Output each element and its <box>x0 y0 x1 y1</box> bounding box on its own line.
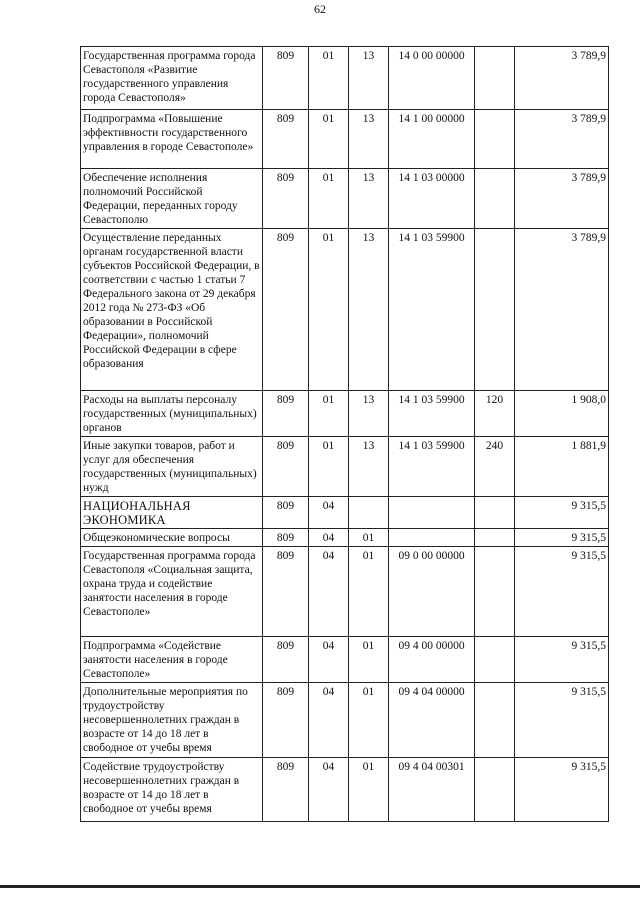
row-vr <box>475 229 515 391</box>
row-rz: 04 <box>309 683 349 758</box>
row-vr <box>475 110 515 169</box>
row-sum: 3 789,9 <box>515 47 609 110</box>
row-ved: 809 <box>263 637 309 683</box>
row-vr <box>475 758 515 822</box>
row-pr: 13 <box>349 391 389 437</box>
row-sum: 3 789,9 <box>515 169 609 229</box>
page-number: 62 <box>314 2 326 16</box>
row-name: Подпрограмма «Повышение эффективности государственного управления в городе Севастополе» <box>81 110 263 169</box>
row-csr: 14 1 03 59900 <box>389 391 475 437</box>
row-sum: 9 315,5 <box>515 497 609 529</box>
row-pr: 01 <box>349 637 389 683</box>
row-sum: 9 315,5 <box>515 758 609 822</box>
row-rz: 04 <box>309 529 349 547</box>
row-pr: 13 <box>349 229 389 391</box>
row-vr <box>475 529 515 547</box>
row-csr: 14 1 00 00000 <box>389 110 475 169</box>
row-csr: 09 4 04 00000 <box>389 683 475 758</box>
row-csr <box>389 497 475 529</box>
row-vr <box>475 169 515 229</box>
row-ved: 809 <box>263 437 309 497</box>
table-row <box>81 437 609 497</box>
row-pr: 01 <box>349 683 389 758</box>
row-name: Подпрограмма «Содействие занятости населения в городе Севастополе» <box>81 637 263 683</box>
row-rz: 04 <box>309 758 349 822</box>
row-ved: 809 <box>263 229 309 391</box>
row-csr: 14 1 03 00000 <box>389 169 475 229</box>
row-csr: 09 0 00 00000 <box>389 547 475 637</box>
row-pr: 13 <box>349 437 389 497</box>
row-rz: 04 <box>309 497 349 529</box>
row-sum: 1 908,0 <box>515 391 609 437</box>
row-pr: 13 <box>349 47 389 110</box>
table-row <box>81 497 609 529</box>
page-bottom-edge <box>0 885 640 888</box>
row-name: Расходы на выплаты персоналу государственных (муниципальных) органов <box>81 391 263 437</box>
table-row <box>81 637 609 683</box>
table-row <box>81 683 609 758</box>
table-row <box>81 758 609 822</box>
row-ved: 809 <box>263 391 309 437</box>
row-name: Государственная программа города Севастополя «Развитие государственного управления города Севастополя» <box>81 47 263 110</box>
budget-table <box>80 46 609 822</box>
row-rz: 01 <box>309 391 349 437</box>
table-row <box>81 47 609 110</box>
row-csr: 14 0 00 00000 <box>389 47 475 110</box>
row-vr: 120 <box>475 391 515 437</box>
row-pr: 01 <box>349 758 389 822</box>
row-name: Дополнительные мероприятия по трудоустройству несовершеннолетних граждан в возрасте от 14 до 18 лет в свободное от учебы время <box>81 683 263 758</box>
row-name: Содействие трудоустройству несовершеннолетних граждан в возрасте от 14 до 18 лет в свободное от учебы время <box>81 758 263 822</box>
table-row <box>81 229 609 391</box>
table-row <box>81 547 609 637</box>
row-ved: 809 <box>263 529 309 547</box>
table-row <box>81 391 609 437</box>
table-row <box>81 169 609 229</box>
row-rz: 01 <box>309 437 349 497</box>
row-csr: 14 1 03 59900 <box>389 229 475 391</box>
row-ved: 809 <box>263 758 309 822</box>
row-rz: 01 <box>309 110 349 169</box>
row-csr <box>389 529 475 547</box>
row-name: НАЦИОНАЛЬНАЯ ЭКОНОМИКА <box>81 497 263 529</box>
row-pr: 13 <box>349 110 389 169</box>
row-ved: 809 <box>263 497 309 529</box>
row-sum: 1 881,9 <box>515 437 609 497</box>
row-vr <box>475 47 515 110</box>
row-name: Осуществление переданных органам государственной власти субъектов Российской Федерации, в соответствии с частью 1 статьи 7 Федерального закона от 29 декабря 2012 года № 273-ФЗ «Об образовании в Российской Федерации», полномочий Российской Федерации в сфере образования <box>81 229 263 391</box>
row-pr: 13 <box>349 169 389 229</box>
row-name: Обеспечение исполнения полномочий Российской Федерации, переданных городу Севастополю <box>81 169 263 229</box>
row-rz: 04 <box>309 637 349 683</box>
row-ved: 809 <box>263 547 309 637</box>
row-rz: 01 <box>309 229 349 391</box>
row-csr: 09 4 00 00000 <box>389 637 475 683</box>
row-name: Государственная программа города Севастополя «Социальная защита, охрана труда и содействие занятости населения в городе Севастополе» <box>81 547 263 637</box>
row-name: Общеэкономические вопросы <box>81 529 263 547</box>
row-vr <box>475 497 515 529</box>
row-sum: 9 315,5 <box>515 529 609 547</box>
row-vr: 240 <box>475 437 515 497</box>
row-ved: 809 <box>263 47 309 110</box>
row-csr: 09 4 04 00301 <box>389 758 475 822</box>
row-rz: 01 <box>309 169 349 229</box>
table-row <box>81 529 609 547</box>
row-ved: 809 <box>263 683 309 758</box>
row-pr <box>349 497 389 529</box>
row-rz: 04 <box>309 547 349 637</box>
row-name: Иные закупки товаров, работ и услуг для обеспечения государственных (муниципальных) нужд <box>81 437 263 497</box>
row-sum: 3 789,9 <box>515 229 609 391</box>
row-vr <box>475 683 515 758</box>
row-vr <box>475 637 515 683</box>
row-pr: 01 <box>349 547 389 637</box>
row-pr: 01 <box>349 529 389 547</box>
table-row <box>81 110 609 169</box>
row-ved: 809 <box>263 169 309 229</box>
row-ved: 809 <box>263 110 309 169</box>
row-sum: 9 315,5 <box>515 547 609 637</box>
row-vr <box>475 547 515 637</box>
row-csr: 14 1 03 59900 <box>389 437 475 497</box>
row-sum: 9 315,5 <box>515 683 609 758</box>
row-sum: 3 789,9 <box>515 110 609 169</box>
row-sum: 9 315,5 <box>515 637 609 683</box>
row-rz: 01 <box>309 47 349 110</box>
